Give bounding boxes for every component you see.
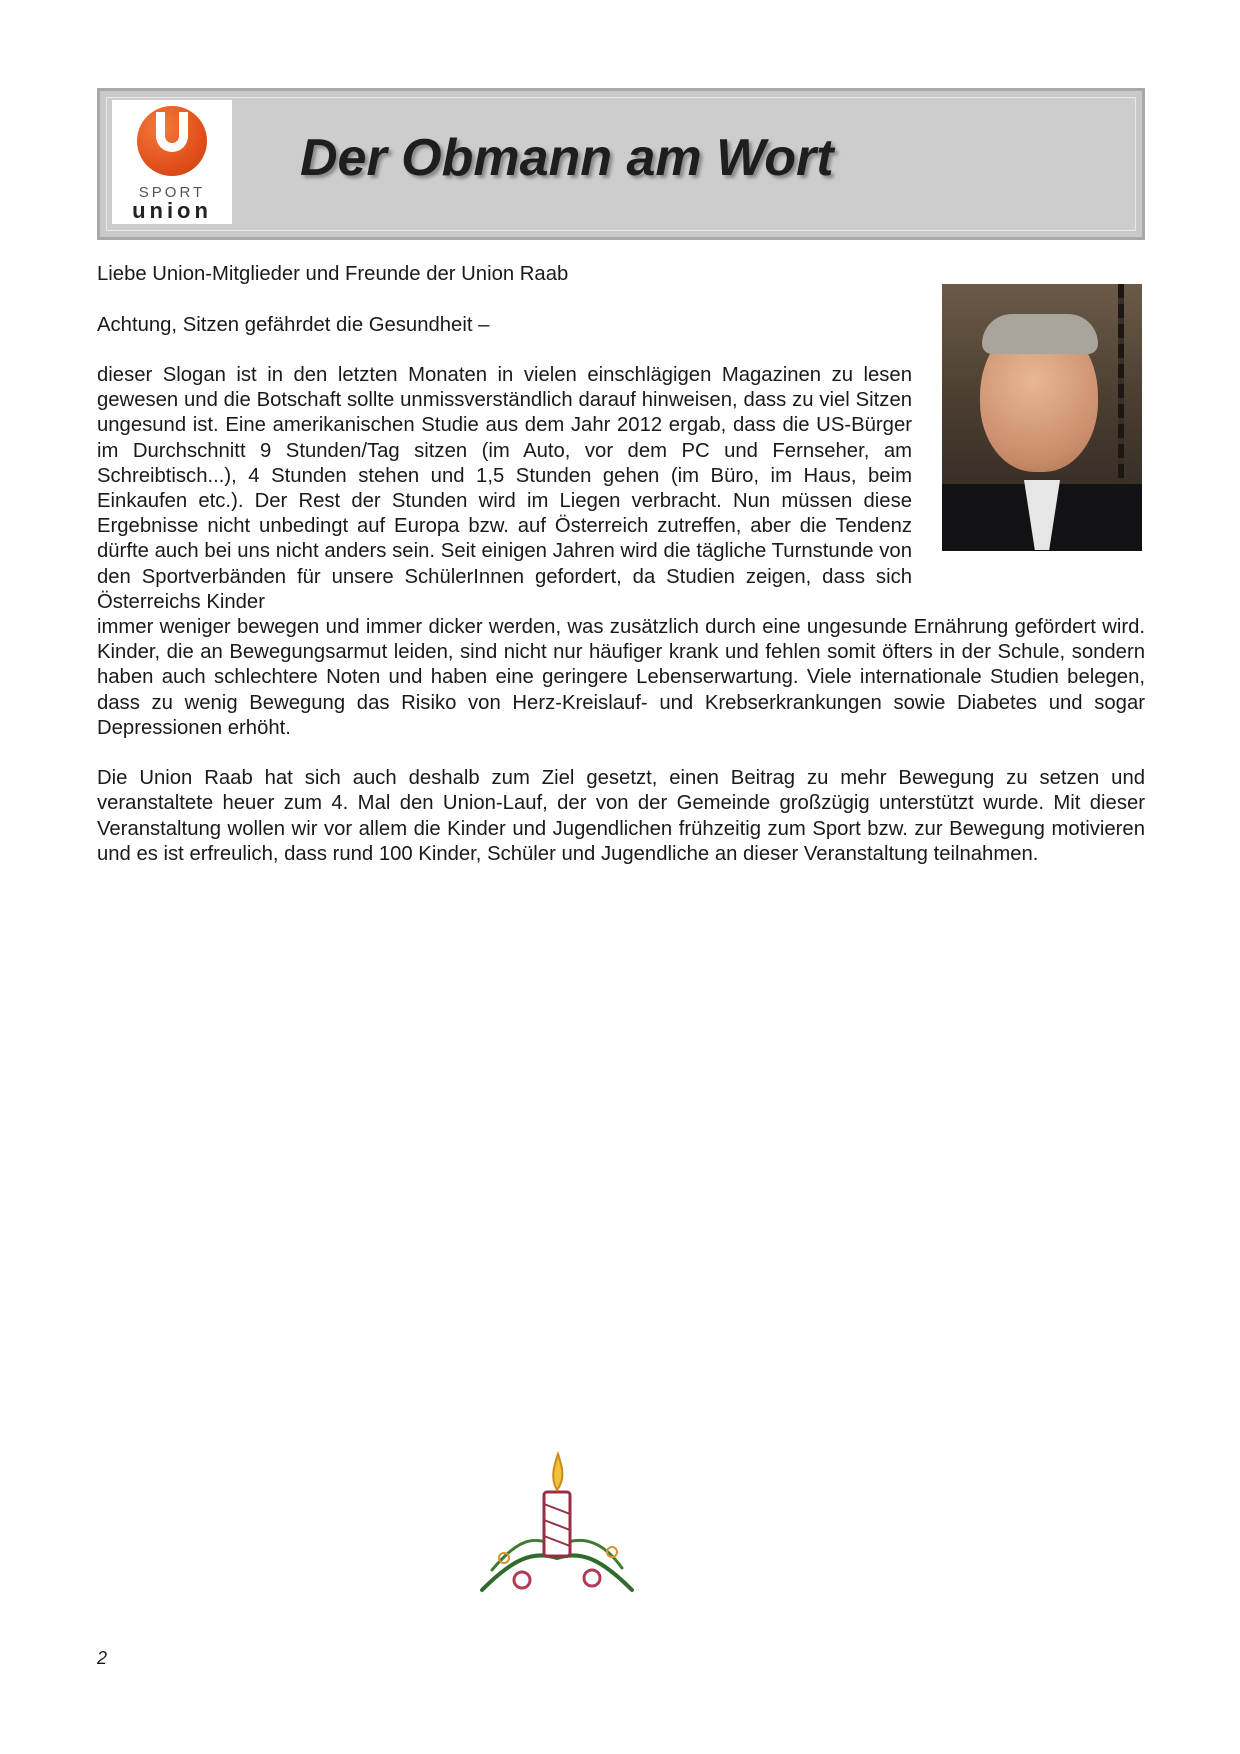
paragraph-1-wrapped: dieser Slogan ist in den letzten Monaten in vielen einschlägigen Magazinen zu lesen gewesen und die Botschaft sollte unmissverständlich darauf hinweisen, dass zu viel Sitzen ungesund ist. Eine amerikanischen Studie aus dem Jahr 2012 ergab, dass die US-Bürger im Durchschnitt 9 Stunden/Tag sitzen (im Auto, vor dem PC und Fernseher, am Schreibtisch...), 4 Stunden stehen und 1,5 Stunden gehen (im Büro, im Haus, beim Einkaufen etc.). Der Rest der Stunden wird im Liegen verbracht. Nun müssen diese Ergebnisse nicht unbedingt auf Europa bzw. auf Österreich zutreffen, aber die Tendenz dürfte auch bei uns nicht anders sein. Seit einigen Jahren wird die tägliche Turnstunde von den Sportverbänden für unsere SchülerInnen gefordert, da Studien zeigen, dass sich Österreichs Kinder (97, 364, 912, 613)
page-title: Der Obmann am Wort (300, 129, 834, 187)
christmas-candle-icon (462, 1440, 652, 1620)
article-body (97, 363, 1145, 892)
logo-word-sport: SPORT (138, 184, 206, 201)
slogan: Achtung, Sitzen gefährdet die Gesundheit – (97, 314, 490, 336)
paragraph-1-full: immer weniger bewegen und immer dicker werden, was zusätzlich durch eine ungesunde Ernährung gefördert wird. Kinder, die an Bewegungsarmut leiden, sind nicht nur häufiger krank und fehlen somit öfters in der Schule, sondern haben auch schlechtere Noten und haben eine geringere Lebenserwartung. Viele internationale Studien belegen, dass zu wenig Bewegung das Risiko von Herz-Kreislauf- und Krebserkrankungen sowie Diabetes und sogar Depressionen erhöht. (97, 616, 1145, 739)
page-number: 2 (97, 1648, 108, 1668)
paragraph-2: Die Union Raab hat sich auch deshalb zum Ziel gesetzt, einen Beitrag zu mehr Bewegung zu setzen und veranstaltete heuer zum 4. Mal den Union-Lauf, der von der Gemeinde großzügig unterstützt wurde. Mit dieser Veranstaltung wollen wir vor allem die Kinder und Jugendlichen frühzeitig zum Sport bzw. zur Bewegung motivieren und es ist erfreulich, dass rund 100 Kinder, Schüler und Jugendliche an dieser Veranstaltung teilnahmen. (97, 767, 1145, 865)
sport-union-logo (112, 100, 232, 224)
paragraph-1 (97, 363, 1145, 741)
photo-hair (982, 314, 1098, 354)
salutation: Liebe Union-Mitglieder und Freunde der Union Raab (97, 263, 569, 285)
logo-u-icon (156, 112, 188, 152)
logo-word-union: union (132, 198, 212, 223)
